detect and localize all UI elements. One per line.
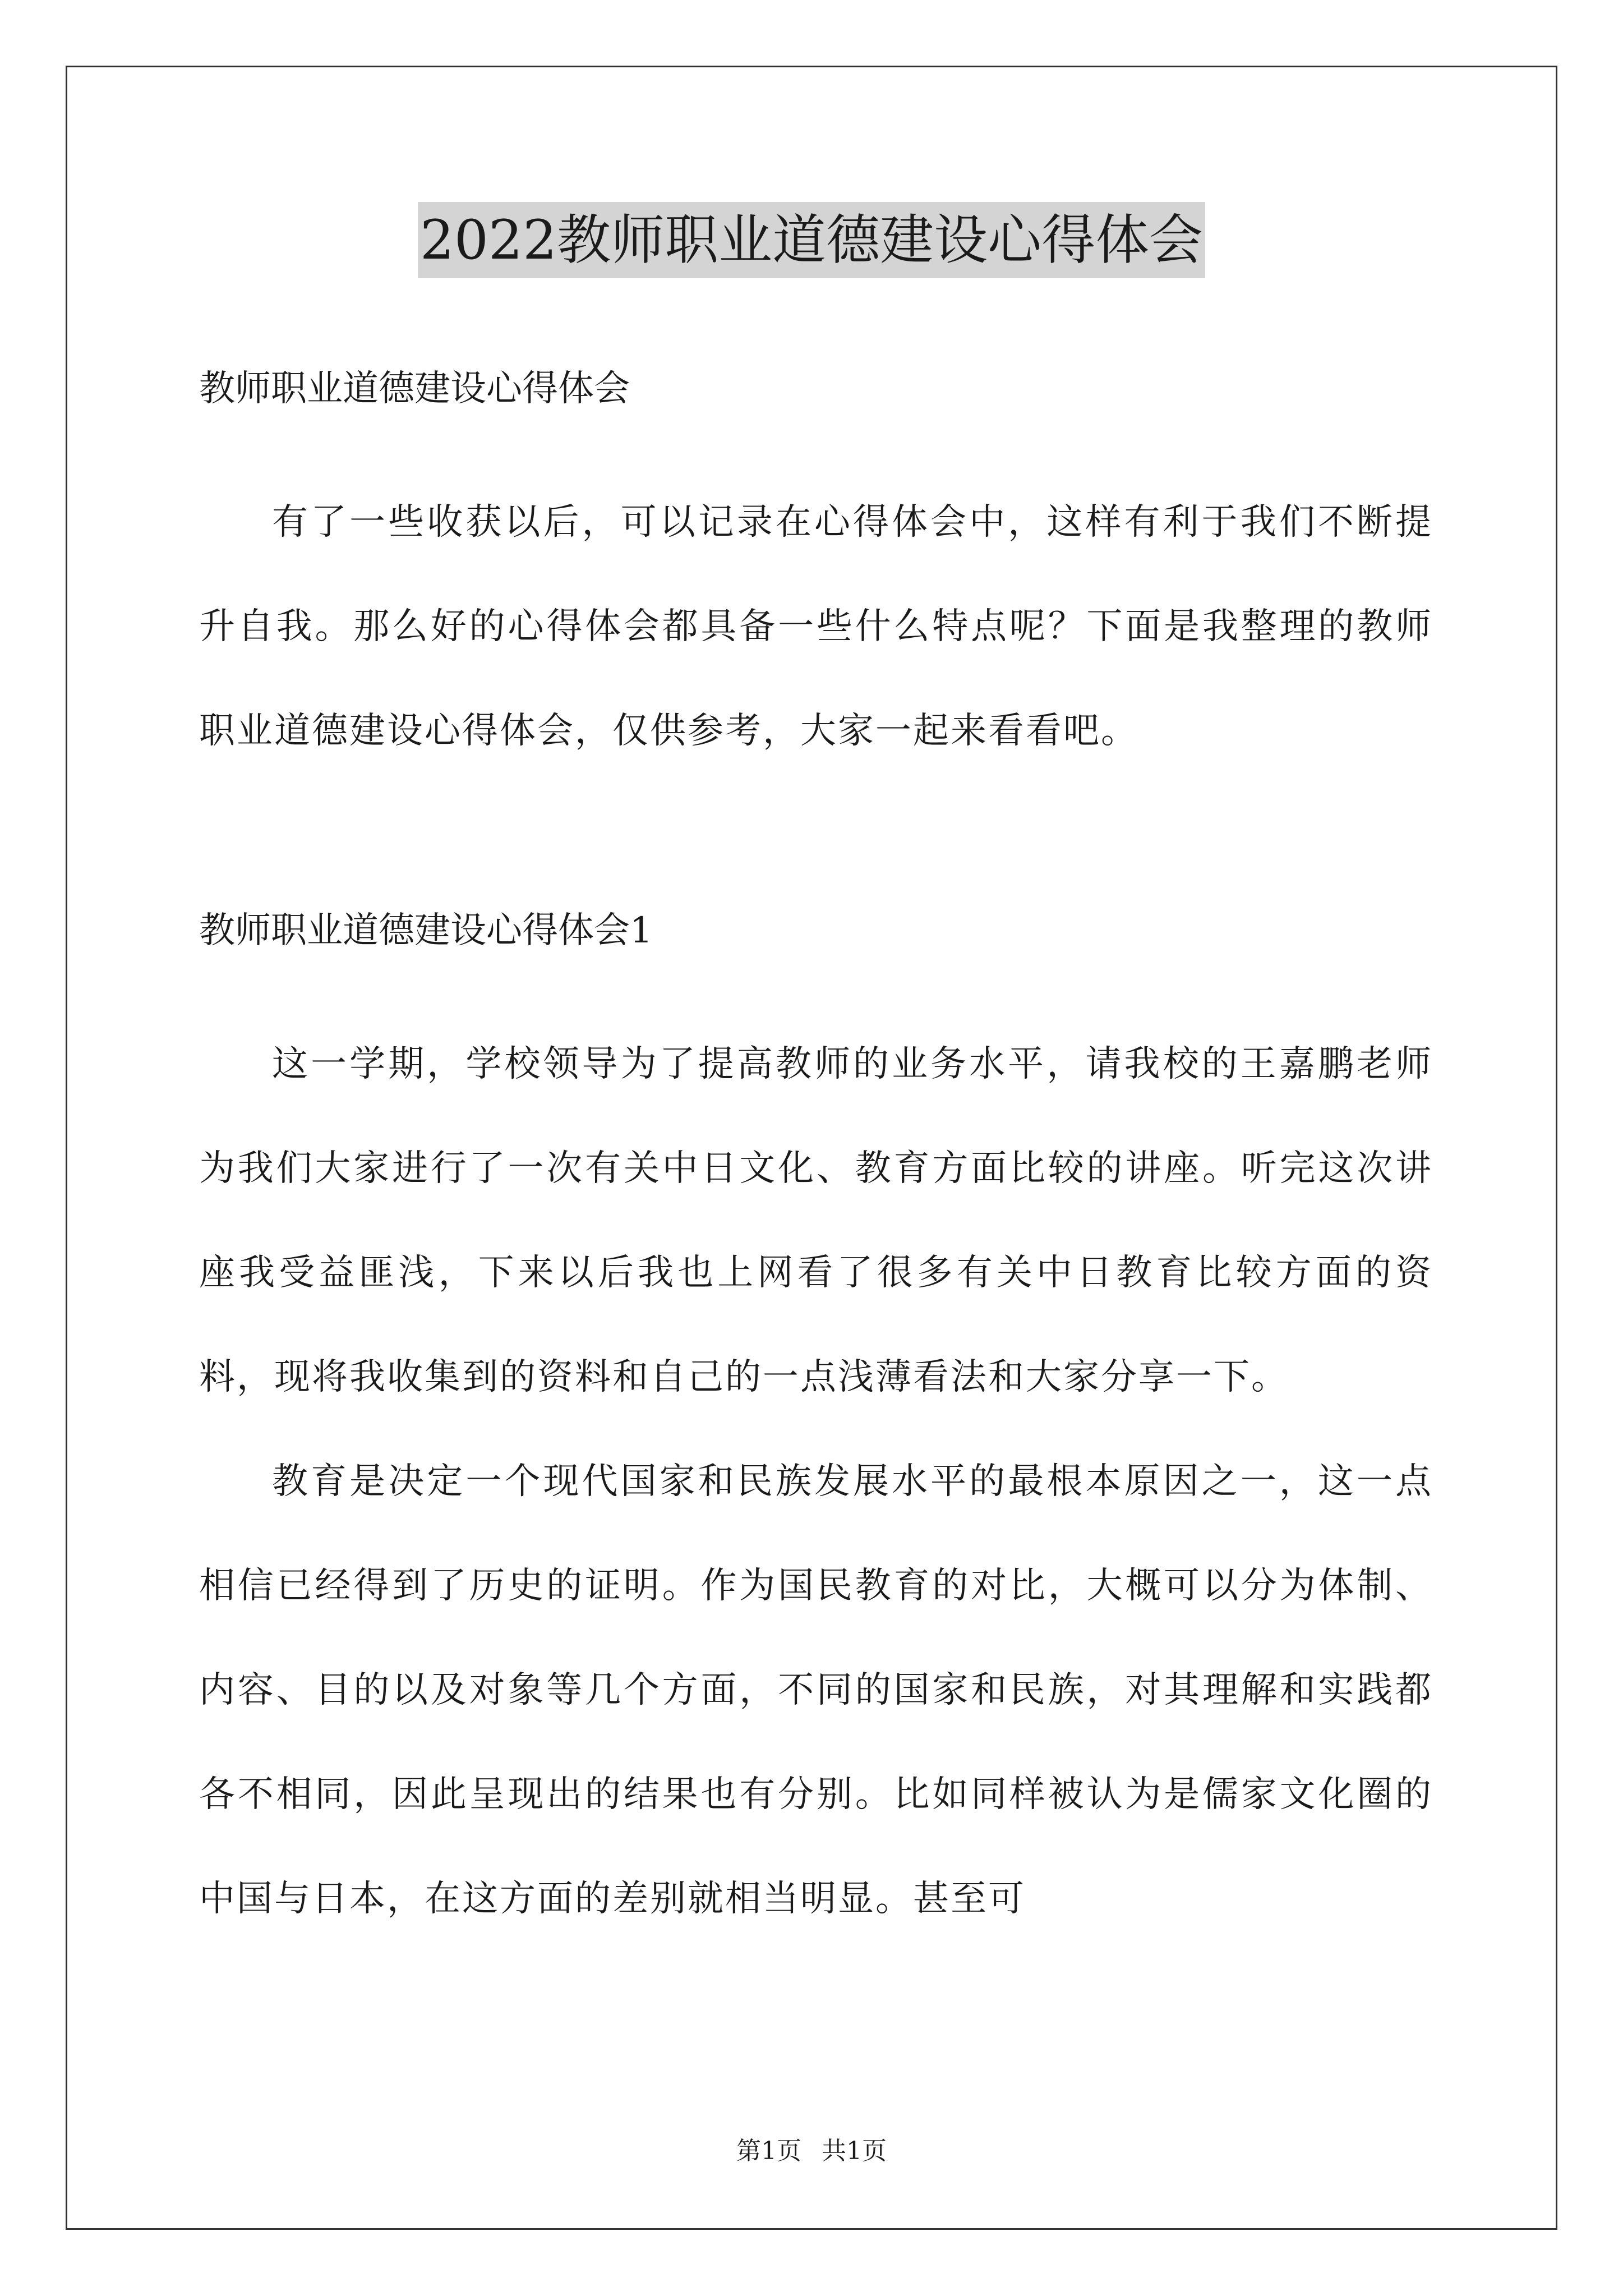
page-total: 共1页: [822, 2137, 887, 2165]
body-paragraph: 这一学期，学校领导为了提高教师的业务水平，请我校的王嘉鹏老师为我们大家进行了一次有关中日文化、教育方面比较的讲座。听完这次讲座我受益匪浅，下来以后我也上网看了很多有关中日教育比较方面的资料，现将我收集到的资料和自己的一点浅薄看法和大家分享一下。: [199, 1043, 1433, 1398]
title-container: [0, 202, 1623, 278]
page-footer: [0, 2134, 1623, 2168]
intro-heading: 教师职业道德建设心得体会: [199, 368, 630, 409]
page-number: 第1页: [736, 2137, 801, 2165]
document-title: 2022教师职业道德建设心得体会: [418, 202, 1205, 278]
body-paragraph: 教育是决定一个现代国家和民族发展水平的最根本原因之一，这一点相信已经得到了历史的证明。作为国民教育的对比，大概可以分为体制、内容、目的以及对象等几个方面，不同的国家和民族，对其理解和实践都各不相同，因此呈现出的结果也有分别。比如同样被认为是儒家文化圈的中国与日本，在这方面的差别就相当明显。甚至可: [199, 1461, 1433, 1920]
intro-paragraph: 有了一些收获以后，可以记录在心得体会中，这样有利于我们不断提升自我。那么好的心得体会都具备一些什么特点呢？下面是我整理的教师职业道德建设心得体会，仅供参考，大家一起来看看吧。: [199, 501, 1433, 752]
section-heading: 教师职业道德建设心得体会1: [199, 910, 653, 951]
document-body: [199, 337, 1433, 1951]
